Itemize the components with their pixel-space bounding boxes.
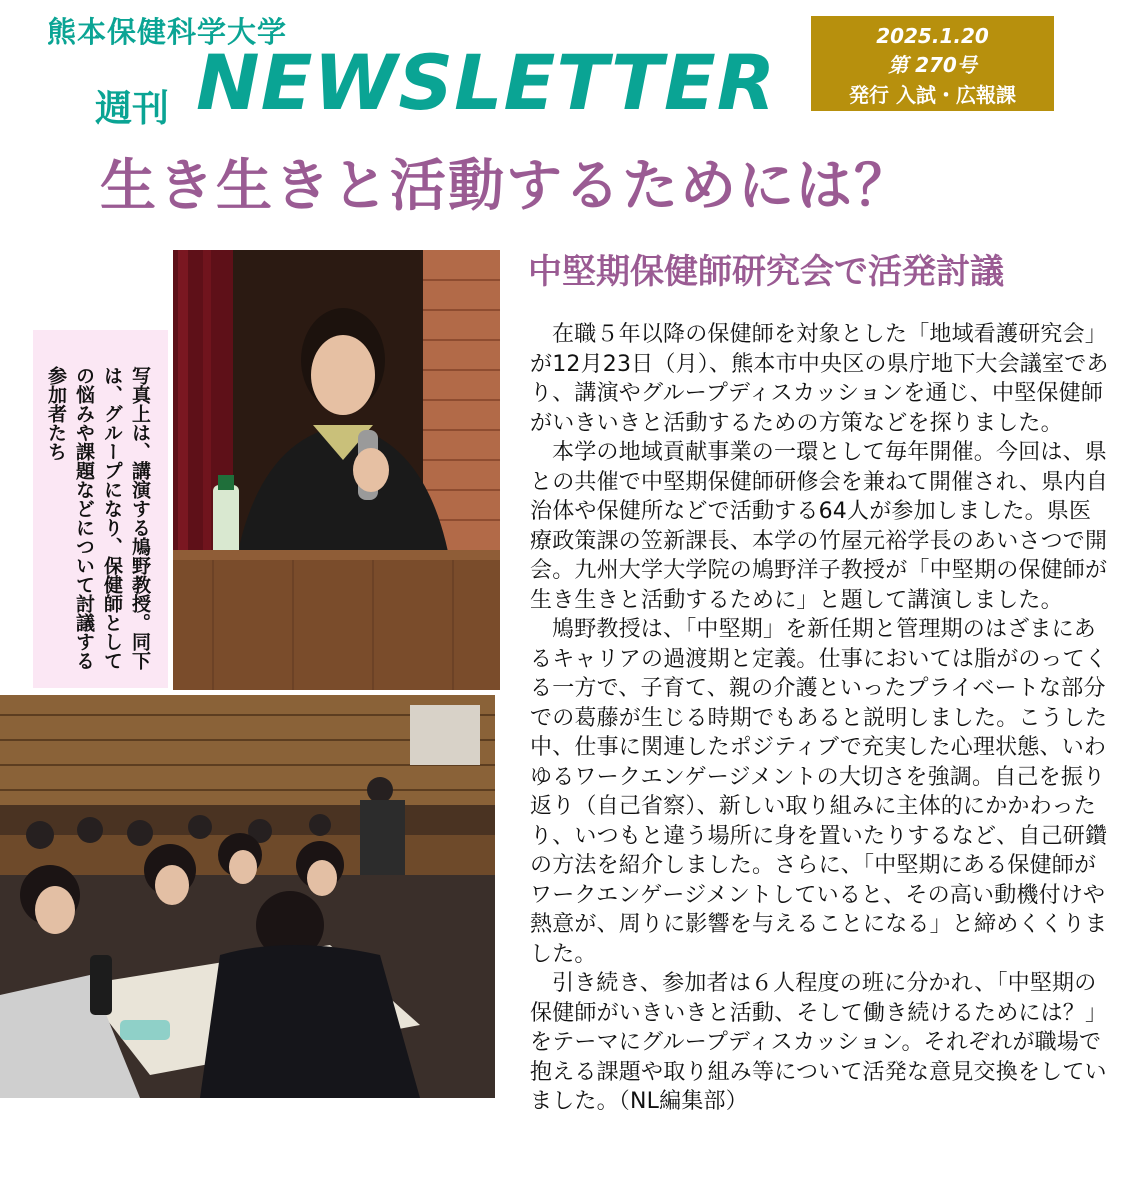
weekly-label: 週刊 bbox=[95, 87, 169, 130]
headline: 生き生きと活動するためには？ bbox=[100, 154, 912, 219]
article-paragraph: 鳩野教授は、「中堅期」を新任期と管理期のはざまにあるキャリアの過渡期と定義。仕事においては脂がのってくる一方で、子育て、親の介護といったプライベートな部分での葛藤が生じる時期でもあると説明しました。こうした中、仕事に関連したポジティブで充実した心理状態、いわゆるワークエンゲージメントの大切さを強調。自己を振り返り（自己省察）、新しい取り組みに主体的にかかわったり、いつもと違う場所に身を置いたりするなど、自己研鑽の方法を紹介しました。さらに、「中堅期にある保健師がワークエンゲージメントしていると、その高い動機付けや熱意が、周りに影響を与えることになる」と締めくくりました。 bbox=[530, 617, 1108, 967]
issue-info-box bbox=[811, 16, 1054, 111]
issue-date: 2025.1.20 bbox=[876, 24, 989, 48]
photo-caption: 写真上は、講演する鳩野教授。同下は、グループになり、保健師としての悩みや課題などについて討議する参加者たち bbox=[45, 366, 151, 670]
university-name: 熊本保健科学大学 bbox=[47, 15, 288, 49]
article-paragraph: 在職５年以降の保健師を対象とした「地域看護研究会」が12月23日（月）、熊本市中央区の県庁地下大会議室であり、講演やグループディスカッションを通じ、中堅保健師がいきいきと活動するための方策などを探りました。 bbox=[530, 322, 1109, 436]
issue-publisher: 発行 入試・広報課 bbox=[849, 83, 1016, 107]
article-body bbox=[530, 320, 1110, 1117]
discussion-photo bbox=[0, 695, 495, 1098]
article-paragraph: 本学の地域貢献事業の一環として毎年開催。今回は、県との共催で中堅期保健師研修会を兼ねて開催され、県内自治体や保健所などで活動する64人が参加しました。県医療政策課の笠新課長、本学の竹屋元裕学長のあいさつで開会。九州大学大学院の鳩野洋子教授が「中堅期の保健師が生き生きと活動するために」と題して講演しました。 bbox=[530, 440, 1108, 613]
issue-number: 第 270号 bbox=[888, 53, 977, 77]
article-paragraph: 引き続き、参加者は６人程度の班に分かれ、「中堅期の保健師がいきいきと活動、そして働き続けるためには？」をテーマにグループディスカッション。それぞれが職場で抱える課題や取り組み等について活発な意見交換をしていました。（NL編集部） bbox=[530, 971, 1108, 1114]
subheadline: 中堅期保健師研究会で活発討議 bbox=[528, 252, 1004, 292]
newsletter-title: NEWSLETTER bbox=[196, 38, 777, 127]
lecture-photo bbox=[173, 250, 500, 690]
photo-caption-box bbox=[33, 330, 168, 688]
